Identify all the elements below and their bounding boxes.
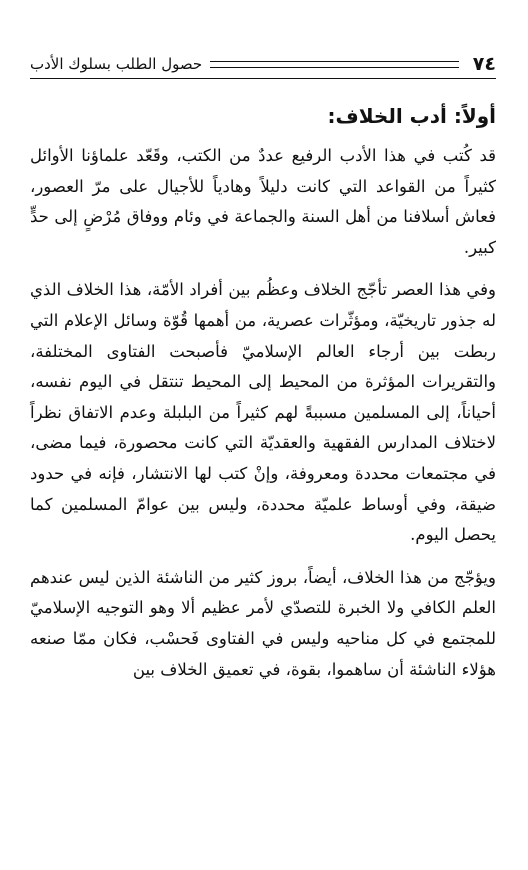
page-number: ٧٤ [472, 53, 496, 75]
paragraph-1: قد كُتب في هذا الأدب الرفيع عددٌ من الكتب، وقَعّد علماؤنا الأوائل كثيراً من القواعد التي كانت دليلاً وهادياً للأجيال على مرّ العصور، فعاش أسلافنا من أهل السنة والجماعة في وئام ووفاق مُرْضٍ إلى حدٍّ كبير. [30, 146, 496, 257]
paragraph-2: وفي هذا العصر تأجّج الخلاف وعظُم بين أفراد الأمّة، هذا الخلاف الذي له جذور تاريخيّة، ومؤثّرات عصرية، من أهمها قُوّة وسائل الإعلام التي ربطت بين أرجاء العالم الإسلاميّ فأصبحت الفتاوى المختلفة، والتقريرات المؤثرة من المحيط إلى المحيط تنتقل في اليوم نفسه، أحياناً، إلى المسلمين مسببةً لهم كثيراً من البلبلة وعدم الاتفاق نظراً لاختلاف المدارس الفقهية والعقديّة التي كانت محصورة، فيما مضى، في مجتمعات محددة ومعروفة، وإنْ كتب لها الانتشار، فإنه في حدود ضيقة، وفي أوساط علميّة محددة، وليس بين عوامّ المسلمين كما يحصل اليوم. [30, 280, 496, 545]
paragraph-3: ويؤجّج من هذا الخلاف، أيضاً، بروز كثير من الناشئة الذين ليس عندهم العلم الكافي ولا الخبرة للتصدّي لأمر عظيم ألا وهو التوجيه الإسلاميّ للمجتمع في كل مناحيه وليس في الفتاوى فَحسْب، فكان ممّا صنعه هؤلاء الناشئة أن ساهموا، بقوة، في تعميق الخلاف بين [30, 567, 496, 679]
running-header [30, 50, 496, 79]
book-page [30, 50, 496, 697]
book-title: حصول الطلب بسلوك الأدب [30, 55, 203, 73]
header-double-rule [210, 61, 459, 68]
section-heading: أولاً: أدب الخلاف: [327, 104, 496, 128]
